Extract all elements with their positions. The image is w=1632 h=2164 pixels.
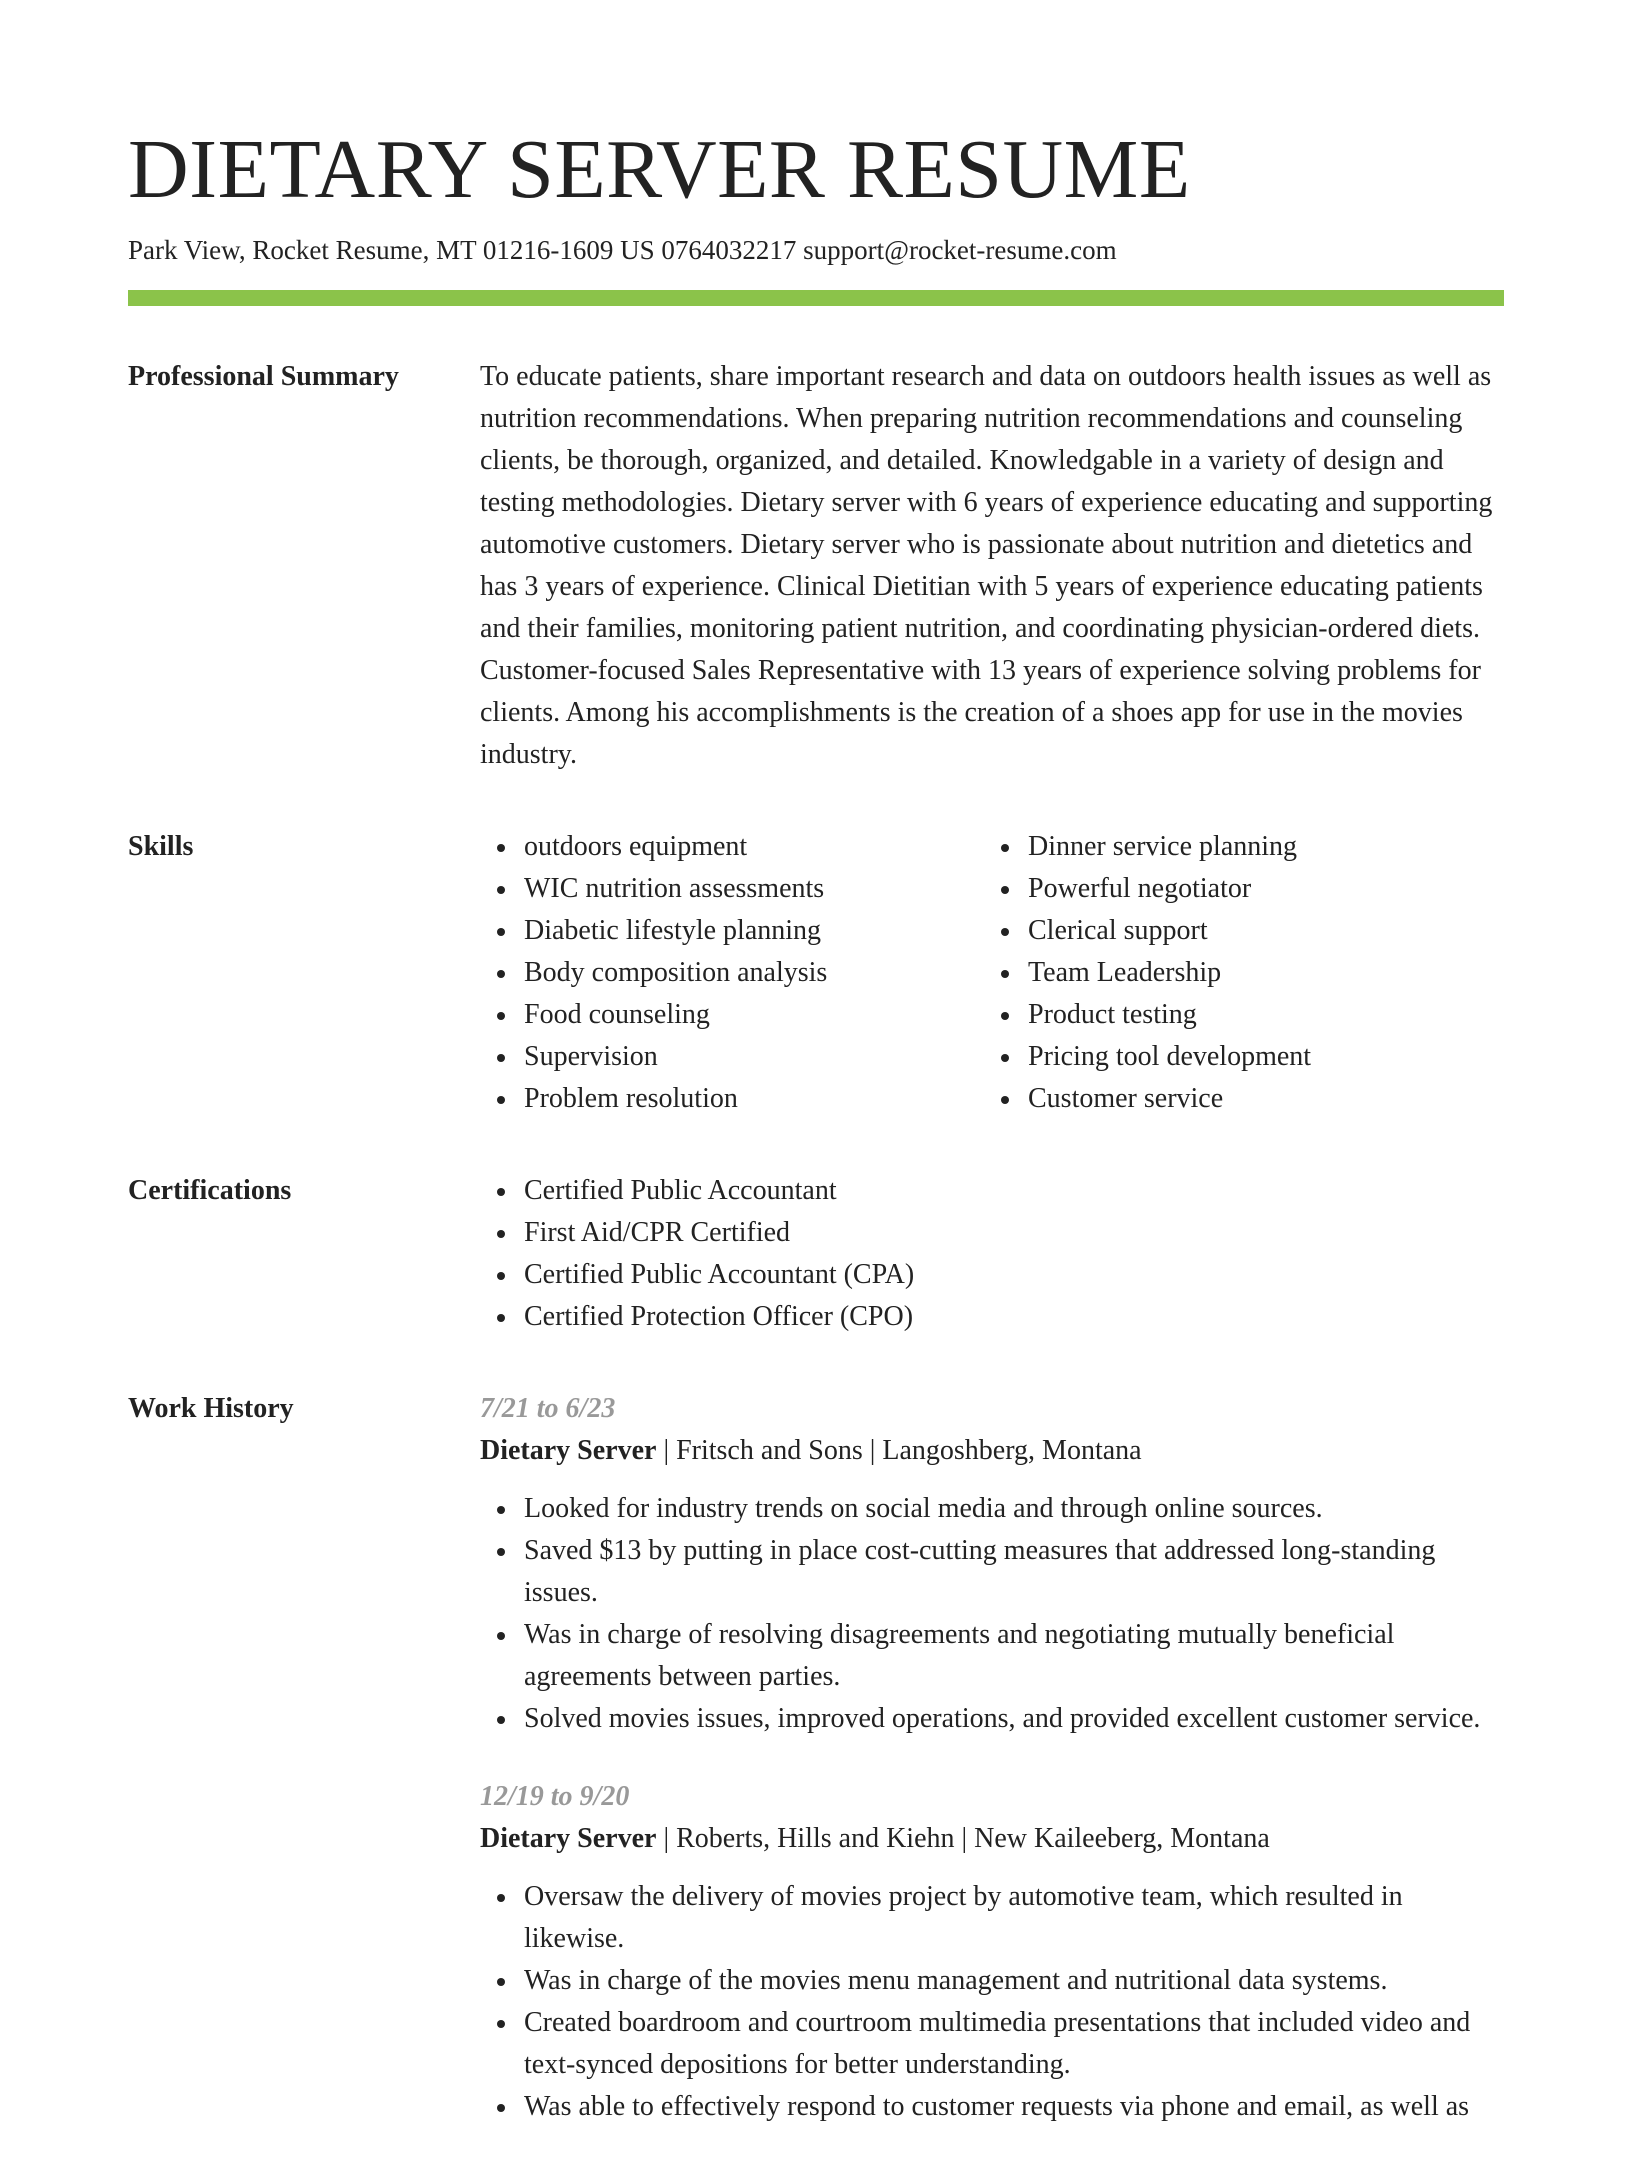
job-entry — [480, 1388, 1504, 1740]
job-duty-item: Was able to effectively respond to customer requests via phone and email, as well as — [524, 2086, 1504, 2128]
job-duties-list — [480, 1488, 1504, 1740]
certifications-label: Certifications — [128, 1175, 292, 1206]
resume-page — [128, 118, 1504, 2164]
skill-item: Supervision — [524, 1036, 984, 1078]
contact-line: Park View, Rocket Resume, MT 01216-1609 US 0764032217 support@rocket-resume.com — [128, 235, 1117, 265]
job-separator: | — [656, 1435, 677, 1466]
skill-item: outdoors equipment — [524, 826, 984, 868]
job-duties-list — [480, 1876, 1504, 2128]
job-dates: 12/19 to 9/20 — [480, 1781, 630, 1812]
skills-list-left — [480, 826, 984, 1120]
work-history-body — [480, 1388, 1504, 2164]
job-duty-item: Was in charge of the movies menu management and nutritional data systems. — [524, 1960, 1504, 2002]
skill-item: Clerical support — [1028, 910, 1488, 952]
job-duty-item: Was in charge of resolving disagreements and negotiating mutually beneficial agreements between parties. — [524, 1614, 1504, 1698]
skills-list-right — [984, 826, 1488, 1120]
job-separator: | — [954, 1823, 975, 1854]
certification-item: First Aid/CPR Certified — [524, 1212, 1504, 1254]
skills-column-left — [480, 826, 984, 1120]
summary-section — [128, 356, 1504, 776]
skills-column-right — [984, 826, 1488, 1120]
work-history-section — [128, 1388, 1504, 2164]
skill-item: WIC nutrition assessments — [524, 868, 984, 910]
job-duty-item: Looked for industry trends on social media and through online sources. — [524, 1488, 1504, 1530]
job-title: Dietary Server — [480, 1435, 657, 1466]
job-separator: | — [862, 1435, 883, 1466]
job-heading — [480, 1818, 1504, 1860]
skill-item: Pricing tool development — [1028, 1036, 1488, 1078]
job-duty-item: Solved movies issues, improved operations, and provided excellent customer service. — [524, 1698, 1504, 1740]
certifications-body — [480, 1170, 1504, 1338]
resume-title: DIETARY SERVER RESUME — [128, 123, 1191, 216]
certifications-list — [480, 1170, 1504, 1338]
skill-item: Customer service — [1028, 1078, 1488, 1120]
summary-label: Professional Summary — [128, 361, 399, 392]
job-heading — [480, 1430, 1504, 1472]
skill-item: Product testing — [1028, 994, 1488, 1036]
skill-item: Body composition analysis — [524, 952, 984, 994]
job-dates: 7/21 to 6/23 — [480, 1393, 616, 1424]
job-company: Fritsch and Sons — [676, 1435, 863, 1466]
job-duty-item: Oversaw the delivery of movies project by automotive team, which resulted in likewise. — [524, 1876, 1504, 1960]
skill-item: Diabetic lifestyle planning — [524, 910, 984, 952]
skills-section — [128, 826, 1504, 1120]
job-location: New Kaileeberg, Montana — [974, 1823, 1270, 1854]
skill-item: Problem resolution — [524, 1078, 984, 1120]
skill-item: Dinner service planning — [1028, 826, 1488, 868]
skill-item: Food counseling — [524, 994, 984, 1036]
skill-item: Powerful negotiator — [1028, 868, 1488, 910]
job-duty-item: Created boardroom and courtroom multimedia presentations that included video and text-synced depositions for better understanding. — [524, 2002, 1504, 2086]
certifications-section — [128, 1170, 1504, 1338]
skills-body — [480, 826, 1504, 1120]
skills-label: Skills — [128, 831, 194, 862]
certification-item: Certified Protection Officer (CPO) — [524, 1296, 1504, 1338]
job-entry — [480, 1776, 1504, 2128]
job-location: Langoshberg, Montana — [882, 1435, 1142, 1466]
summary-body — [480, 356, 1504, 776]
certification-item: Certified Public Accountant — [524, 1170, 1504, 1212]
job-separator: | — [656, 1823, 677, 1854]
work-history-label: Work History — [128, 1393, 294, 1424]
header-divider — [128, 290, 1504, 306]
job-company: Roberts, Hills and Kiehn — [676, 1823, 955, 1854]
certification-item: Certified Public Accountant (CPA) — [524, 1254, 1504, 1296]
skill-item: Team Leadership — [1028, 952, 1488, 994]
job-duty-item: Saved $13 by putting in place cost-cutting measures that addressed long-standing issues. — [524, 1530, 1504, 1614]
summary-text: To educate patients, share important research and data on outdoors health issues as well as nutrition recommendations. When preparing nutrition recommendations and counseling clients, be thorough, organized, and detailed. Knowledgable in a variety of design and testing methodologies. Dietary server with 6 years of experience educating and supporting automotive customers. Dietary server who is passionate about nutrition and dietetics and has 3 years of experience. Clinical Dietitian with 5 years of experience educating patients and their families, monitoring patient nutrition, and coordinating physician-ordered diets. Customer-focused Sales Representative with 13 years of experience solving problems for clients. Among his accomplishments is the creation of a shoes app for use in the movies industry. — [480, 361, 1493, 770]
job-title: Dietary Server — [480, 1823, 657, 1854]
